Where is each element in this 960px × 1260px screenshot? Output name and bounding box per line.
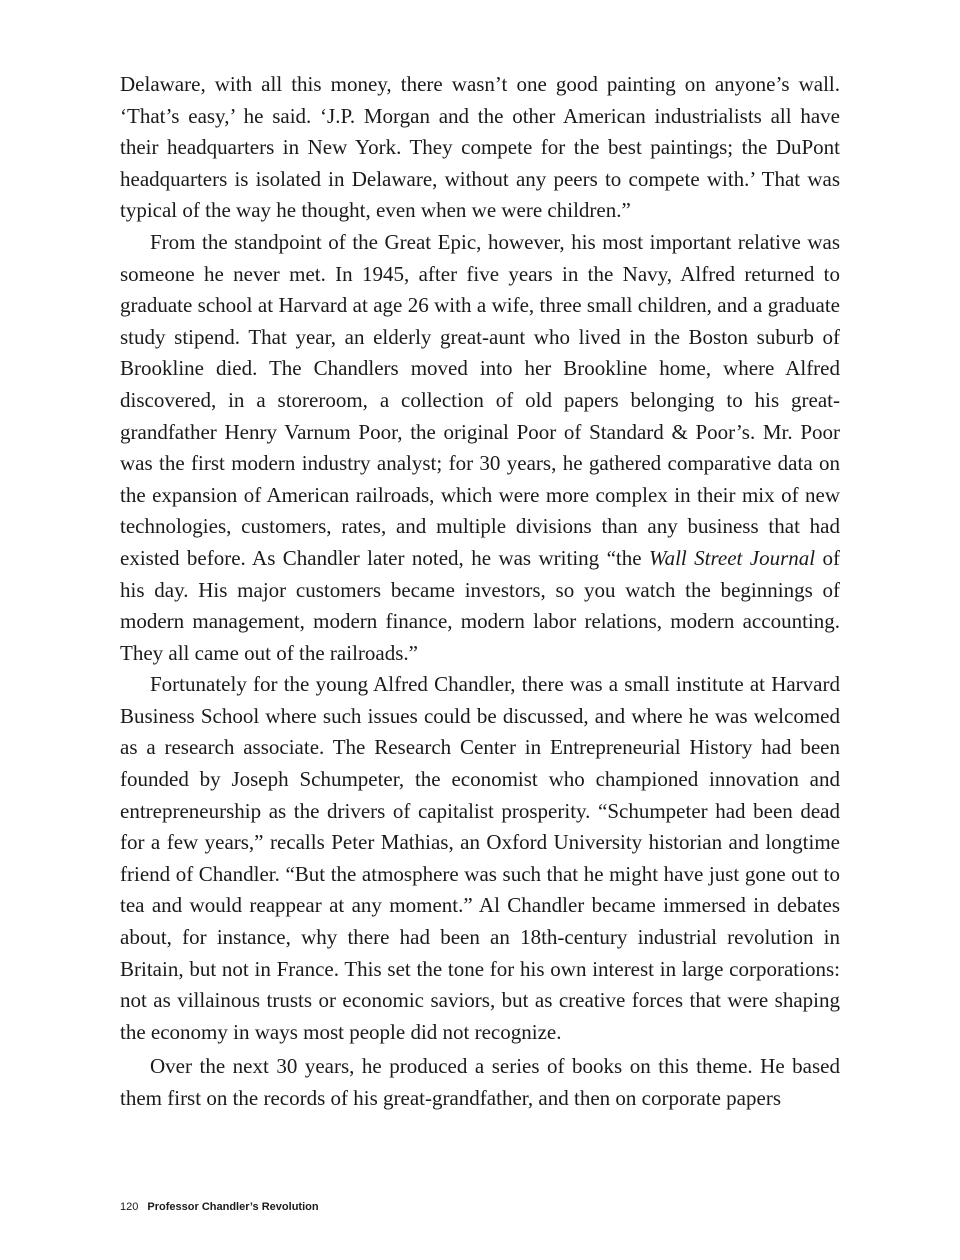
page-number: 120 <box>120 1201 139 1213</box>
paragraph-text-before-italic: “the <box>606 545 649 570</box>
italic-title: Wall Street Journal <box>649 545 816 570</box>
paragraph-books: Over the next 30 years, he produced a series of books on this theme. He based them first on the records of his great-grandfather, and then on corporate papers <box>120 1054 840 1110</box>
page-footer <box>120 1201 319 1213</box>
paragraph-poor-papers <box>120 227 840 669</box>
running-title: Professor Chandler’s Revolution <box>147 1201 319 1213</box>
body-text <box>120 69 840 1115</box>
paragraph-text: From the standpoint of the Great Epic, however, his most important relative was someone he never met. In 1945, after five years in the Navy, Alfred returned to graduate school at Harvard at age 26 with a wife, three small children, and a graduate study stipend. That year, an elderly great-aunt who lived in the Boston suburb of Brookline died. The Chandlers moved into her Brookline home, where Alfred discovered, in a storeroom, a collection of old papers belonging to his great-grandfather Henry Varnum Poor, the original Poor of Standard & Poor’s. Mr. Poor was the first modern industry analyst; for 30 years, he gathered comparative data on the expansion of American railroads, which were more complex in their mix of new technologies, customers, rates, and multiple divisions than any business that had existed before. As Chandler later noted, he was writing <box>120 229 840 570</box>
paragraph-research-center: Fortunately for the young Alfred Chandler, there was a small institute at Harvard Business School where such issues could be discussed, and where he was welcomed as a research associate. The Research Center in Entrepreneurial History had been founded by Joseph Schumpeter, the economist who championed innovation and entrepreneurship as the drivers of capitalist prosperity. “Schumpeter had been dead for a few years,” recalls Peter Mathias, an Oxford University historian and longtime friend of Chandler. “But the atmosphere was such that he might have just gone out to tea and would reappear at any moment.” Al Chandler became immersed in debates about, for instance, why there had been an 18th-century industrial revolution in Britain, but not in France. This set the tone for his own interest in large corporations: not as villainous trusts or economic saviors, but as creative forces that were shaping the economy in ways most people did not recognize. <box>120 672 840 1044</box>
paragraph-text-after-italic: of his day. His major customers became investors, so you watch the beginnings of modern management, modern finance, modern labor relations, modern accounting. They all came out of the railroads.” <box>120 545 841 665</box>
paragraph-continuation: Delaware, with all this money, there wasn’t one good painting on anyone’s wall. ‘That’s easy,’ he said. ‘J.P. Morgan and the other American industrialists all have their headquarters in New York. They compete for the best paintings; the DuPont headquarters is isolated in Delaware, without any peers to compete with.’ That was typical of the way he thought, even when we were children.” <box>120 72 840 223</box>
